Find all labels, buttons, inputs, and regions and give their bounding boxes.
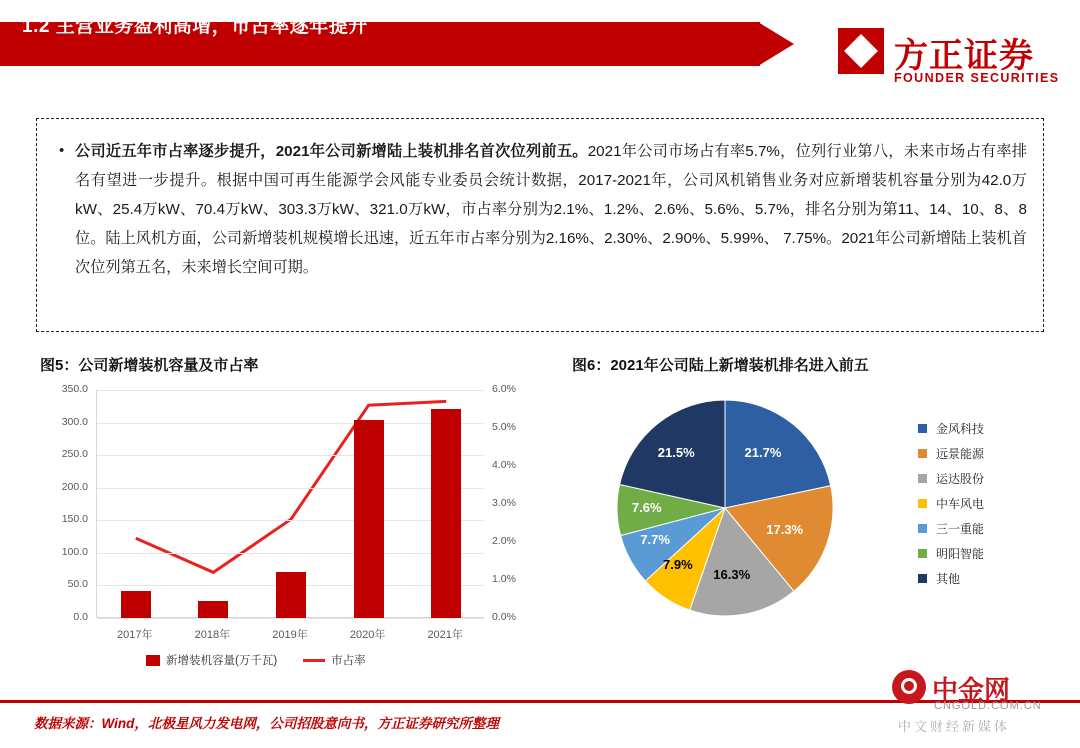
figure6-title: 图6：2021年公司陆上新增装机排名进入前五 [572, 357, 869, 374]
logo-company-name-en: FOUNDER SECURITIES [894, 71, 1060, 85]
pie-slice-label: 16.3% [713, 567, 751, 582]
summary-callout-box [36, 118, 1044, 332]
gridline [97, 618, 484, 619]
watermark-title: 中金网 [932, 675, 1011, 705]
legend-swatch-icon [918, 424, 927, 433]
y-axis-tick-left: 350.0 [61, 383, 88, 395]
legend-label-line: 市占率 [331, 655, 366, 667]
legend-item-line [303, 652, 366, 668]
bar [354, 420, 384, 618]
x-axis-tick: 2019年 [272, 629, 308, 641]
watermark [858, 666, 1068, 736]
y-axis-tick-left: 0.0 [73, 611, 88, 623]
legend-item [918, 541, 1048, 566]
legend-label: 三一重能 [936, 522, 985, 536]
legend-swatch-icon [918, 549, 927, 558]
gridline [97, 423, 484, 424]
logo-company-name-cn: 方正证券 [894, 37, 1034, 75]
pie-slice-label: 7.6% [631, 500, 662, 516]
x-axis-tick: 2020年 [349, 629, 386, 641]
legend-swatch-icon [918, 499, 927, 508]
bar [276, 572, 306, 618]
diamond-logo-icon [838, 28, 884, 74]
watermark-domain: CNGOLD.COM.CN [934, 700, 1042, 712]
x-axis-tick: 2018年 [194, 629, 231, 641]
header-arrow-shape [758, 22, 794, 66]
y-axis-tick-right: 0.0% [492, 611, 516, 623]
legend-label: 其他 [936, 572, 961, 586]
y-axis-tick-right: 4.0% [492, 459, 516, 471]
figure6-pie-svg [560, 378, 900, 668]
legend-label: 明阳智能 [936, 547, 985, 561]
gridline [97, 390, 484, 391]
pie-slice-label: 7.7% [640, 532, 670, 548]
y-axis-tick-right: 2.0% [492, 535, 516, 547]
figure6-legend [918, 416, 1048, 591]
company-logo [830, 26, 1070, 90]
legend-swatch-icon [918, 574, 927, 583]
y-axis-tick-left: 50.0 [67, 578, 88, 591]
legend-swatch-icon [918, 524, 927, 533]
bar [121, 591, 151, 618]
gridline [97, 455, 484, 456]
gridline [97, 520, 484, 521]
legend-label-bars: 新增装机容量(万千瓦) [166, 655, 278, 667]
bar [198, 601, 228, 618]
legend-item [918, 441, 1048, 466]
legend-line-icon [303, 659, 325, 662]
pie-slice-label: 7.9% [663, 556, 693, 572]
legend-item [918, 491, 1048, 516]
y-axis-tick-right: 3.0% [492, 497, 516, 509]
pie-slice-label: 17.3% [766, 521, 804, 537]
legend-label: 运达股份 [936, 472, 985, 486]
y-axis-tick-left: 100.0 [61, 545, 88, 558]
legend-swatch-icon [918, 449, 927, 458]
legend-swatch-icon [918, 474, 927, 483]
y-axis-tick-right: 1.0% [492, 573, 516, 585]
y-axis-tick-left: 300.0 [61, 415, 88, 428]
figure6-chart [560, 378, 1060, 668]
legend-label: 中车风电 [936, 497, 985, 511]
y-axis-tick-right: 5.0% [492, 421, 516, 433]
y-axis-tick-right: 6.0% [492, 383, 516, 395]
gridline [97, 553, 484, 554]
y-axis-tick-left: 200.0 [61, 480, 88, 493]
x-axis-tick: 2017年 [117, 629, 153, 641]
pie-slice-label: 21.5% [657, 445, 695, 461]
watermark-badge-icon [892, 670, 926, 704]
legend-item [918, 466, 1048, 491]
figure5-title: 图5：公司新增装机容量及市占率 [40, 357, 259, 374]
bar [431, 409, 461, 618]
legend-item [918, 566, 1048, 591]
legend-item [918, 516, 1048, 541]
watermark-tagline: 中文财经新媒体 [898, 719, 1011, 734]
legend-item [918, 416, 1048, 441]
bullet-marker: • [59, 142, 65, 159]
legend-swatch-icon [146, 655, 160, 666]
legend-label: 金风科技 [936, 422, 985, 436]
page-title: 1.2 主营业务盈利高增，市占率逐年提升 [22, 16, 368, 37]
y-axis-tick-left: 150.0 [61, 513, 88, 526]
figure5-plot-area [96, 390, 484, 618]
source-note: 数据来源：Wind，北极星风力发电网，公司招股意向书，方正证券研究所整理 [34, 716, 499, 731]
figure5-chart [36, 380, 546, 670]
gridline [97, 488, 484, 489]
legend-label: 远景能源 [936, 447, 985, 461]
pie-slice-label: 21.7% [744, 445, 782, 461]
summary-text: 公司近五年市占率逐步提升，2021年公司新增陆上装机排名首次位列前五。2021年公司市场占有率5.7%，位列行业第八，未来市场占有率排名有望进一步提升。根据中国可再生能源学会风能专业委员会统计数据，2017-2021年，公司风机销售业务对应新增装机容量分别为42.0万kW、25.4万kW、70.4万kW、303.3万kW、321.0万kW，市占率分别为2.1%、1.2%、2.6%、5.6%、5.7%，排名分别为第11、14、10、8、8位。陆上风机方面，公司新增装机规模增长迅速，近五年市占率分别为2.16%、2.30%、2.90%、5.99%、 7.75%。2021年公司新增陆上装机首次位列第五名，未来增长空间可期。 [75, 143, 1027, 276]
legend-item-bars [146, 652, 277, 668]
x-axis-tick: 2021年 [427, 629, 463, 641]
y-axis-tick-left: 250.0 [61, 448, 88, 461]
figure5-legend [146, 652, 384, 668]
